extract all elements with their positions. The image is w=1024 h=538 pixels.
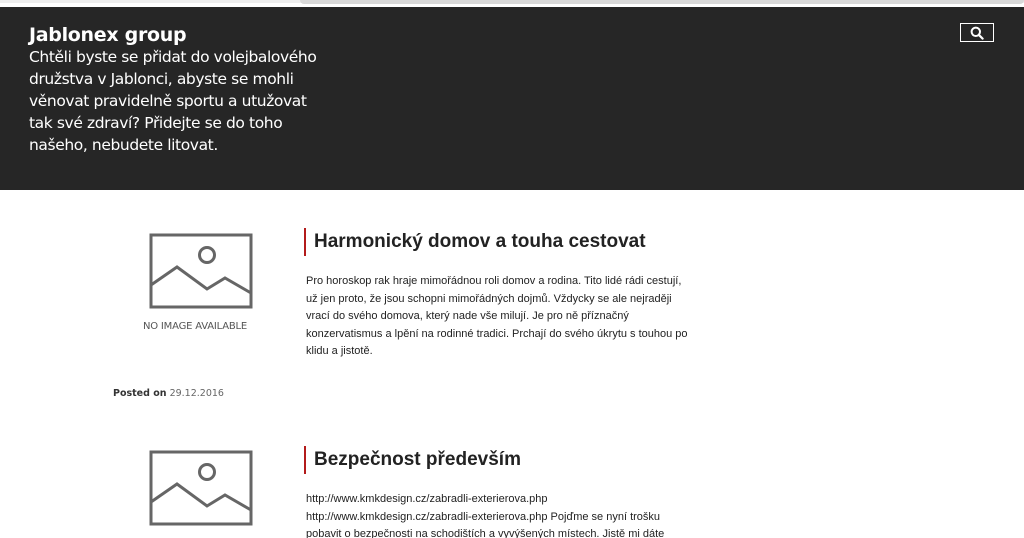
post-thumbnail[interactable]: [135, 233, 270, 332]
image-placeholder-icon: [149, 450, 253, 526]
post-date[interactable]: 29.12.2016: [169, 388, 224, 399]
search-button[interactable]: [960, 23, 994, 42]
no-image-label: NO IMAGE AVAILABLE: [143, 321, 248, 332]
site-description: Chtěli byste se přidat do volejbalového družstva v Jablonci, abyste se mohli věnovat pravidelně sportu a utužovat tak své zdraví? Přidejte se do toho našeho, nebudete litovat.: [29, 48, 317, 154]
post-meta: [113, 388, 224, 399]
post-excerpt: http://www.kmkdesign.cz/zabradli-exterierova.php http://www.kmkdesign.cz/zabradli-exterierova.php Pojďme se nyní trošku pobavit o bezpečnosti na schodištích a vyvýšených místech. Jistě mi dáte: [306, 493, 665, 538]
search-icon: [970, 26, 984, 40]
posted-on-label: Posted on: [113, 388, 167, 399]
image-placeholder-icon: [149, 233, 253, 309]
post-excerpt: Pro horoskop rak hraje mimořádnou roli domov a rodina. Tito lidé rádi cestují, už jen proto, že jsou schopni mimořádných dojmů. Vždycky se ale nejraději vrací do svého domova, který nade vše milují. Je pro ně příznačný konzervatismus a lpění na rodinné tradici. Prchají do svého úkrytu s touhou po klidu a jistotě.: [306, 275, 688, 357]
post-thumbnail[interactable]: [135, 450, 270, 526]
site-header: [0, 7, 1024, 190]
site-title[interactable]: Jablonex group: [29, 24, 187, 46]
browser-top-edge: [0, 0, 1024, 7]
post-title[interactable]: Harmonický domov a touha cestovat: [304, 228, 646, 256]
post-title[interactable]: Bezpečnost především: [304, 446, 521, 474]
browser-address-bar-edge: [300, 0, 1024, 4]
